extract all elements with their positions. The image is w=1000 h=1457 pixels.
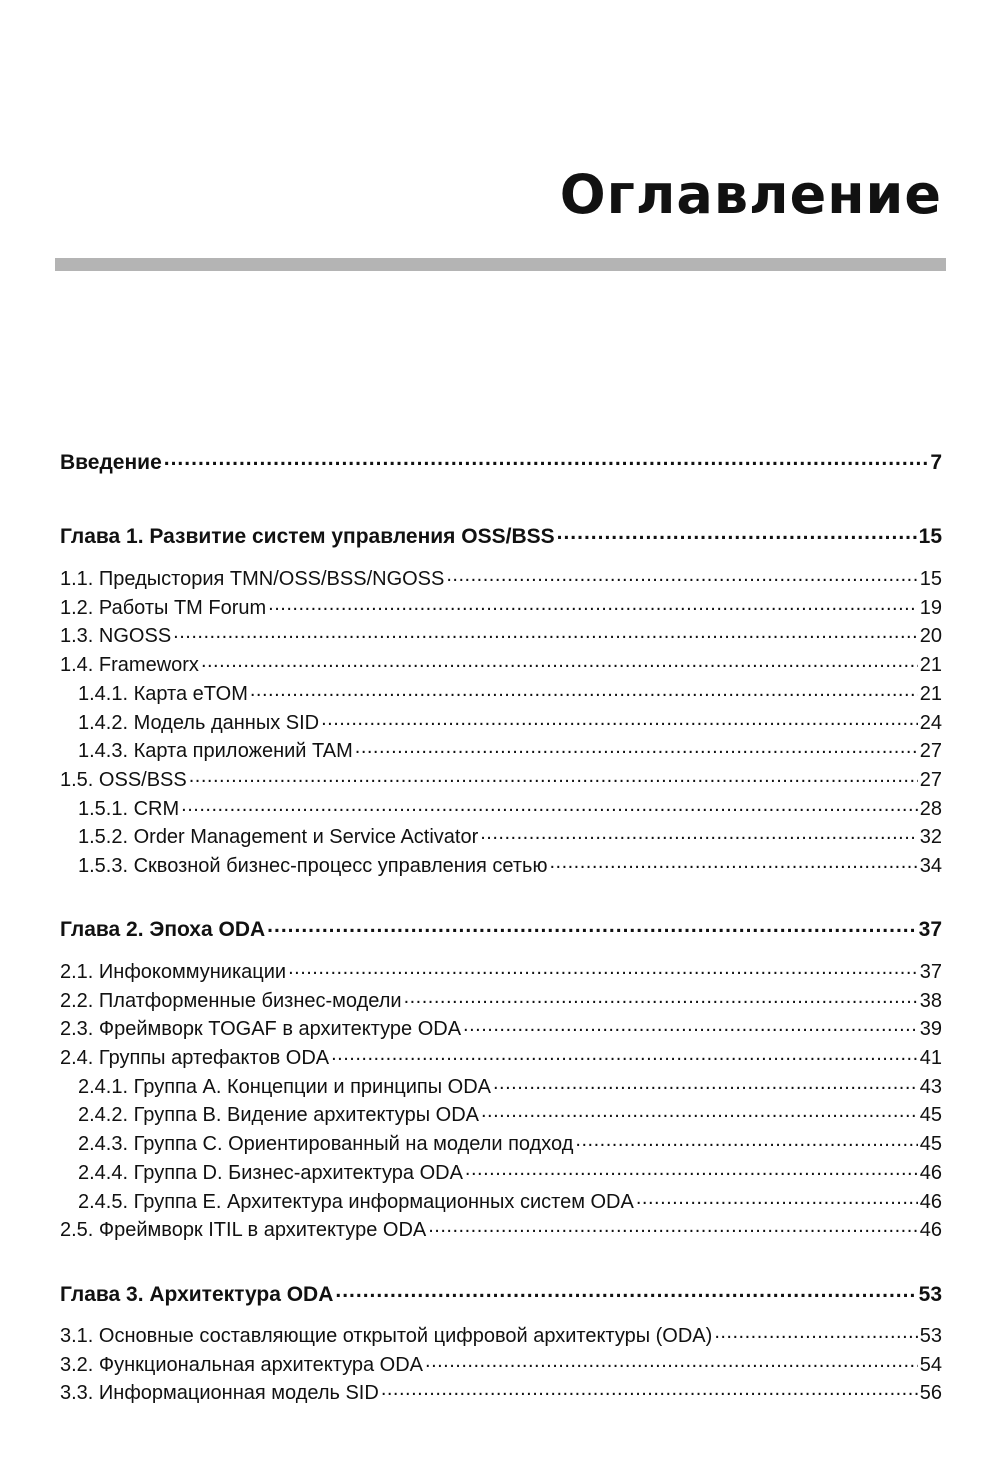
toc-page-number: 20 bbox=[919, 625, 942, 647]
toc-entry-label: 2.4.4. Группа D. Бизнес-архитектура ODA bbox=[78, 1162, 463, 1184]
toc-leader bbox=[355, 737, 918, 757]
toc-leader bbox=[267, 915, 916, 936]
toc-entry-label: 1.5.1. CRM bbox=[78, 798, 180, 820]
toc-page-number: 46 bbox=[919, 1191, 942, 1213]
toc-leader bbox=[446, 565, 917, 585]
toc-leader bbox=[636, 1188, 918, 1208]
toc-page-number: 15 bbox=[919, 568, 942, 590]
toc-leader bbox=[181, 795, 918, 815]
toc-page-number: 24 bbox=[919, 712, 942, 734]
toc-page-number: 38 bbox=[919, 990, 942, 1012]
toc-page-number: 46 bbox=[919, 1219, 942, 1241]
toc-page-number: 27 bbox=[919, 740, 942, 762]
toc-entry-label: 2.4. Группы артефактов ODA bbox=[60, 1047, 330, 1069]
toc-entry-2-4-1[interactable] bbox=[60, 1073, 942, 1097]
toc-leader bbox=[164, 448, 929, 469]
toc-entry-label: 2.4.5. Группа E. Архитектура информационных систем ODA bbox=[78, 1191, 634, 1213]
toc-page-number: 15 bbox=[918, 525, 942, 548]
toc-entry-1-3[interactable] bbox=[60, 622, 942, 646]
toc-leader bbox=[250, 680, 918, 700]
toc-page-number: 54 bbox=[919, 1354, 942, 1376]
toc-leader bbox=[173, 622, 918, 642]
toc-entry-label: 3.2. Функциональная архитектура ODA bbox=[60, 1354, 424, 1376]
toc-entry-chapter-1[interactable] bbox=[60, 522, 942, 547]
toc-entry-3-3[interactable] bbox=[60, 1379, 942, 1403]
toc-page-number: 34 bbox=[919, 855, 942, 877]
toc-page-number: 53 bbox=[918, 1283, 942, 1306]
toc-page-number: 21 bbox=[919, 654, 942, 676]
toc-page-number: 37 bbox=[919, 961, 942, 983]
toc-leader bbox=[714, 1322, 917, 1342]
toc-entry-label: 1.4.2. Модель данных SID bbox=[78, 712, 320, 734]
toc-entry-2-5[interactable] bbox=[60, 1216, 942, 1240]
toc-entry-1-2[interactable] bbox=[60, 594, 942, 618]
toc-leader bbox=[321, 709, 918, 729]
toc-page-number: 19 bbox=[919, 597, 942, 619]
toc-entry-2-1[interactable] bbox=[60, 958, 942, 982]
toc-page-number: 45 bbox=[919, 1133, 942, 1155]
toc-leader bbox=[428, 1216, 918, 1236]
toc-entry-label: 2.4.2. Группа B. Видение архитектуры ODA bbox=[78, 1104, 479, 1126]
toc-entry-label: 1.4. Frameworx bbox=[60, 654, 199, 676]
toc-entry-chapter-3[interactable] bbox=[60, 1280, 942, 1305]
toc-leader bbox=[493, 1073, 918, 1093]
toc-entry-label: 1.5.2. Order Management и Service Activator bbox=[78, 826, 479, 848]
toc-entry-2-2[interactable] bbox=[60, 987, 942, 1011]
title-divider bbox=[55, 258, 946, 271]
toc-entry-label: 3.1. Основные составляющие открытой цифровой архитектуры (ODA) bbox=[60, 1325, 713, 1347]
toc-leader bbox=[549, 852, 917, 872]
toc-entry-label: 1.4.3. Карта приложений TAM bbox=[78, 740, 353, 762]
toc-entry-2-3[interactable] bbox=[60, 1015, 942, 1039]
toc-entry-1-4-1[interactable] bbox=[60, 680, 942, 704]
toc-entry-1-5-1[interactable] bbox=[60, 795, 942, 819]
toc-entry-label: 3.3. Информационная модель SID bbox=[60, 1382, 379, 1404]
toc-page-number: 39 bbox=[919, 1018, 942, 1040]
toc-entry-label: Глава 2. Эпоха ODA bbox=[60, 918, 266, 941]
toc-entry-1-5-2[interactable] bbox=[60, 823, 942, 847]
toc-entry-label: 1.2. Работы TM Forum bbox=[60, 597, 267, 619]
toc-entry-label: Глава 1. Развитие систем управления OSS/BSS bbox=[60, 525, 555, 548]
toc-entry-label: Введение bbox=[60, 451, 162, 474]
toc-leader bbox=[575, 1130, 917, 1150]
toc-entry-label: 2.4.3. Группа C. Ориентированный на модели подход bbox=[78, 1133, 574, 1155]
toc-entry-chapter-2[interactable] bbox=[60, 915, 942, 940]
toc-entry-label: 2.5. Фреймворк ITIL в архитектуре ODA bbox=[60, 1219, 427, 1241]
toc-leader bbox=[425, 1351, 918, 1371]
toc-page-number: 46 bbox=[919, 1162, 942, 1184]
toc-leader bbox=[189, 766, 918, 786]
toc-entry-1-4-2[interactable] bbox=[60, 709, 942, 733]
toc-entry-2-4-4[interactable] bbox=[60, 1159, 942, 1183]
toc-page-number: 27 bbox=[919, 769, 942, 791]
toc-leader bbox=[465, 1159, 918, 1179]
toc-entry-2-4-5[interactable] bbox=[60, 1188, 942, 1212]
toc-leader bbox=[463, 1015, 918, 1035]
toc-entry-label: 1.1. Предыстория TMN/OSS/BSS/NGOSS bbox=[60, 568, 445, 590]
toc-entry-3-2[interactable] bbox=[60, 1351, 942, 1375]
toc-entry-label: 2.3. Фреймворк TOGAF в архитектуре ODA bbox=[60, 1018, 462, 1040]
toc-page-number: 37 bbox=[918, 918, 942, 941]
toc-entry-label: 2.2. Платформенные бизнес-модели bbox=[60, 990, 402, 1012]
toc-entry-label: 2.1. Инфокоммуникации bbox=[60, 961, 287, 983]
toc-entry-2-4-3[interactable] bbox=[60, 1130, 942, 1154]
toc-entry-2-4[interactable] bbox=[60, 1044, 942, 1068]
toc-entry-2-4-2[interactable] bbox=[60, 1101, 942, 1125]
toc-entry-label: 1.5.3. Сквозной бизнес-процесс управления сетью bbox=[78, 855, 548, 877]
toc-page-number: 56 bbox=[919, 1382, 942, 1404]
toc-entry-label: Глава 3. Архитектура ODA bbox=[60, 1283, 334, 1306]
toc-page-number: 43 bbox=[919, 1076, 942, 1098]
toc-leader bbox=[557, 522, 917, 543]
toc-entry-1-5-3[interactable] bbox=[60, 852, 942, 876]
toc-entry-label: 2.4.1. Группа А. Концепции и принципы ODA bbox=[78, 1076, 491, 1098]
toc-entry-1-5[interactable] bbox=[60, 766, 942, 790]
toc-entry-1-1[interactable] bbox=[60, 565, 942, 589]
toc-leader bbox=[201, 651, 918, 671]
toc-leader bbox=[404, 987, 918, 1007]
toc-entry-label: 1.5. OSS/BSS bbox=[60, 769, 187, 791]
toc-entry-label: 1.4.1. Карта eTOM bbox=[78, 683, 248, 705]
toc-leader bbox=[288, 958, 918, 978]
toc-page-number: 45 bbox=[919, 1104, 942, 1126]
page-title: Оглавление bbox=[559, 163, 942, 226]
toc-entry-3-1[interactable] bbox=[60, 1322, 942, 1346]
toc-leader bbox=[335, 1280, 916, 1301]
toc-entry-1-4-3[interactable] bbox=[60, 737, 942, 761]
toc-entry-introduction[interactable] bbox=[60, 448, 942, 473]
toc-leader bbox=[481, 1101, 918, 1121]
toc-leader bbox=[480, 823, 918, 843]
toc-page-number: 32 bbox=[919, 826, 942, 848]
toc-page-number: 21 bbox=[919, 683, 942, 705]
toc-entry-label: 1.3. NGOSS bbox=[60, 625, 172, 647]
toc-leader bbox=[381, 1379, 918, 1399]
toc-page-number: 41 bbox=[919, 1047, 942, 1069]
toc-entry-1-4[interactable] bbox=[60, 651, 942, 675]
toc-page-number: 28 bbox=[919, 798, 942, 820]
toc-leader bbox=[268, 594, 918, 614]
toc-leader bbox=[331, 1044, 918, 1064]
toc-page-number: 53 bbox=[919, 1325, 942, 1347]
toc-page-number: 7 bbox=[930, 451, 942, 474]
